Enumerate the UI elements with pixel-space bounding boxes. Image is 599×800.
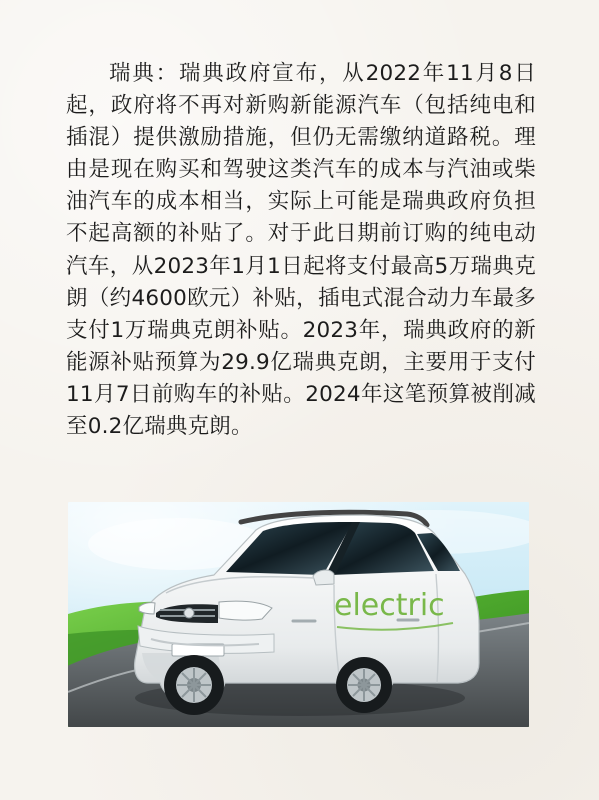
car-illustration <box>68 502 529 727</box>
electric-suv-photo <box>68 502 529 727</box>
rear-wheel <box>336 657 392 713</box>
decal-text: electric <box>334 588 445 623</box>
front-wheel <box>164 655 224 715</box>
article-paragraph: 瑞典：瑞典政府宣布，从2022年11月8日起，政府将不再对新购新能源汽车（包括纯电和插混）提供激励措施，但仍无需缴纳道路税。理由是现在购买和驾驶这类汽车的成本与汽油或柴油汽车的成本相当，实际上可能是瑞典政府负担不起高额的补贴了。对于此日期前订购的纯电动汽车，从2023年1月1日起将支付最高5万瑞典克朗（约4600欧元）补贴，插电式混合动力车最多支付1万瑞典克朗补贴。2023年，瑞典政府的新能源补贴预算为29.9亿瑞典克朗，主要用于支付11月7日前购车的补贴。2024年这笔预算被削减至0.2亿瑞典克朗。 <box>66 61 536 440</box>
